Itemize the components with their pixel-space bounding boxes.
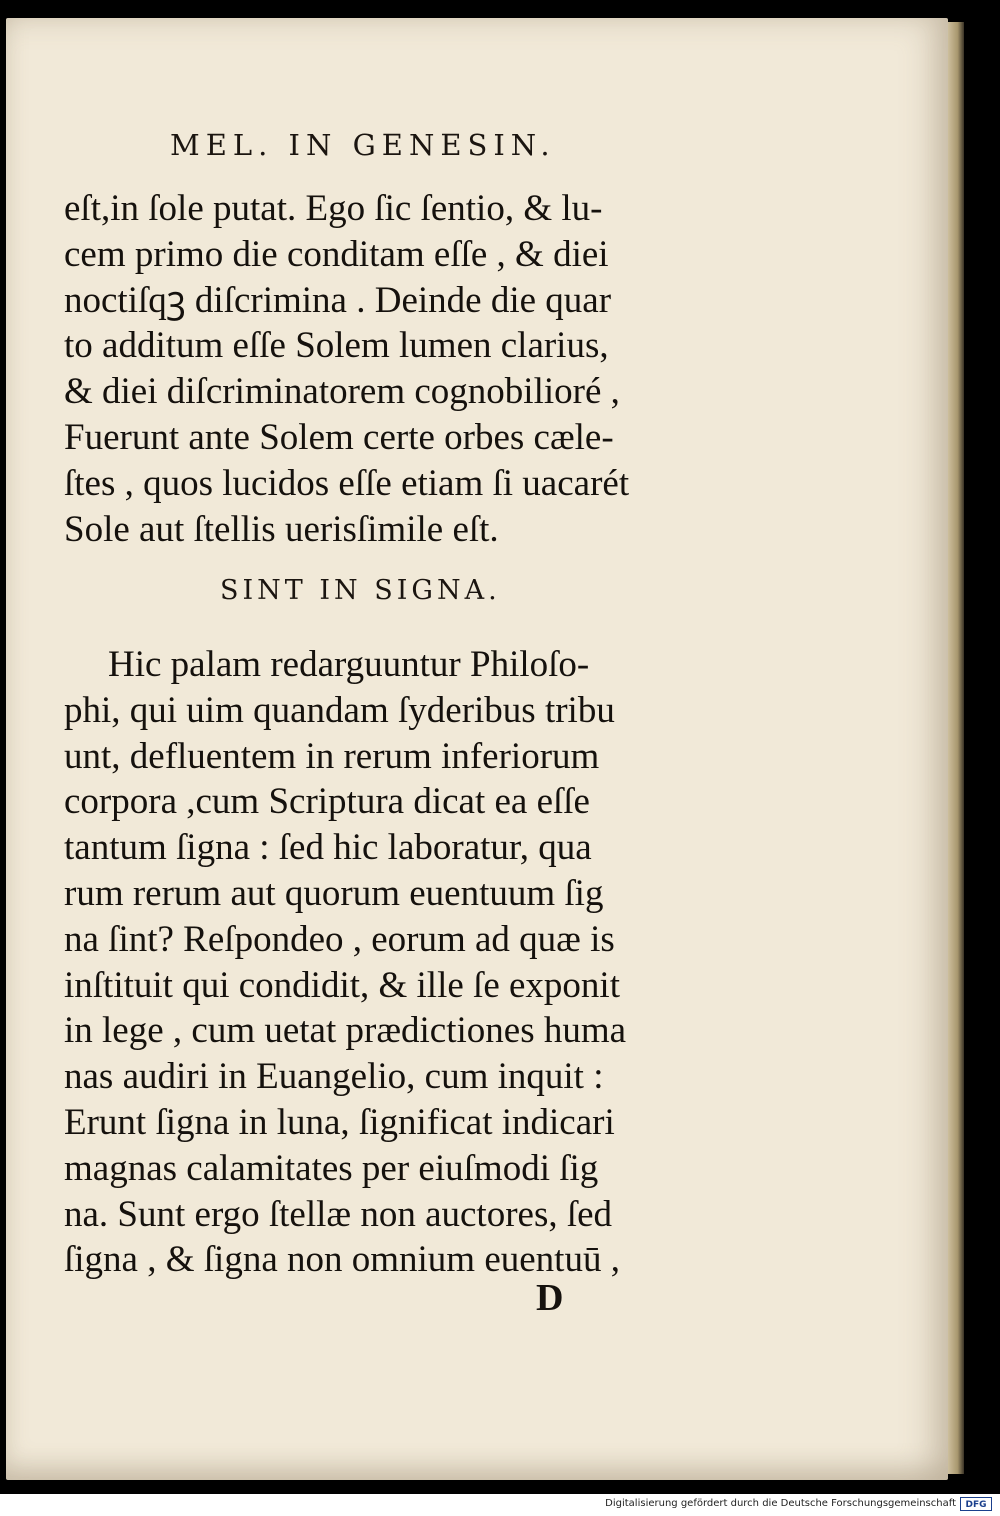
text-line: rum rerum aut quorum euentuum ſig [64,872,604,914]
text-line: Erunt ſigna in luna, ſignificat indicari [64,1101,615,1143]
text-line: ſigna , & ſigna non omnium euentuū , [64,1239,620,1281]
section-heading: SINT IN SIGNA. [220,575,501,606]
funding-credit: Digitalisierung gefördert durch die Deutsche Forschungsgemeinschaft [605,1498,956,1509]
text-line: nas audiri in Euangelio, cum inquit : [64,1056,604,1098]
paragraph-2 [64,642,664,1283]
text-line: eſt,in ſole putat. Ego ſic ſentio, & lu- [64,188,603,229]
text-line: tantum ſigna : ſed hic laboratur, qua [64,827,592,869]
footer-bar [0,1494,1000,1516]
text-line: to additum eſſe Solem lumen clarius, [64,325,609,367]
dfg-logo: DFG [960,1497,992,1511]
text-line: phi, qui uim quandam ſyderibus tribu [64,689,615,731]
text-line: & diei diſcriminatorem cognobilioré , [64,371,620,413]
text-line: corpora ,cum Scriptura dicat ea eſſe [64,781,590,823]
running-header: MEL. IN GENESIN. [170,128,556,162]
text-line: ſtes , quos lucidos eſſe etiam ſi uacarét [64,462,630,504]
text-line: na ſint? Reſpondeo , eorum ad quæ is [64,918,615,960]
text-line: na. Sunt ergo ſtellæ non auctores, ſed [64,1193,613,1235]
paragraph-1 [64,186,664,552]
text-line: cem primo die conditam eſſe , & diei [64,233,609,275]
page-edge [948,22,964,1474]
text-line: inſtituit qui condidit, & ille ſe exponit [64,964,620,1006]
text-line: Fuerunt ante Solem certe orbes cæle- [64,416,614,458]
text-line: magnas calamitates per eiuſmodi ſig [64,1147,599,1189]
text-line: unt, defluentem in rerum inferiorum [64,735,600,777]
text-line: Sole aut ſtellis uerisſimile eſt. [64,508,499,550]
signature-mark: D [536,1277,564,1319]
text-line: Hic palam redarguuntur Philoſo- [108,644,590,685]
text-line: in lege , cum uetat prædictiones huma [64,1010,627,1052]
text-line: noctiſqꝫ diſcrimina . Deinde die quar [64,279,612,321]
